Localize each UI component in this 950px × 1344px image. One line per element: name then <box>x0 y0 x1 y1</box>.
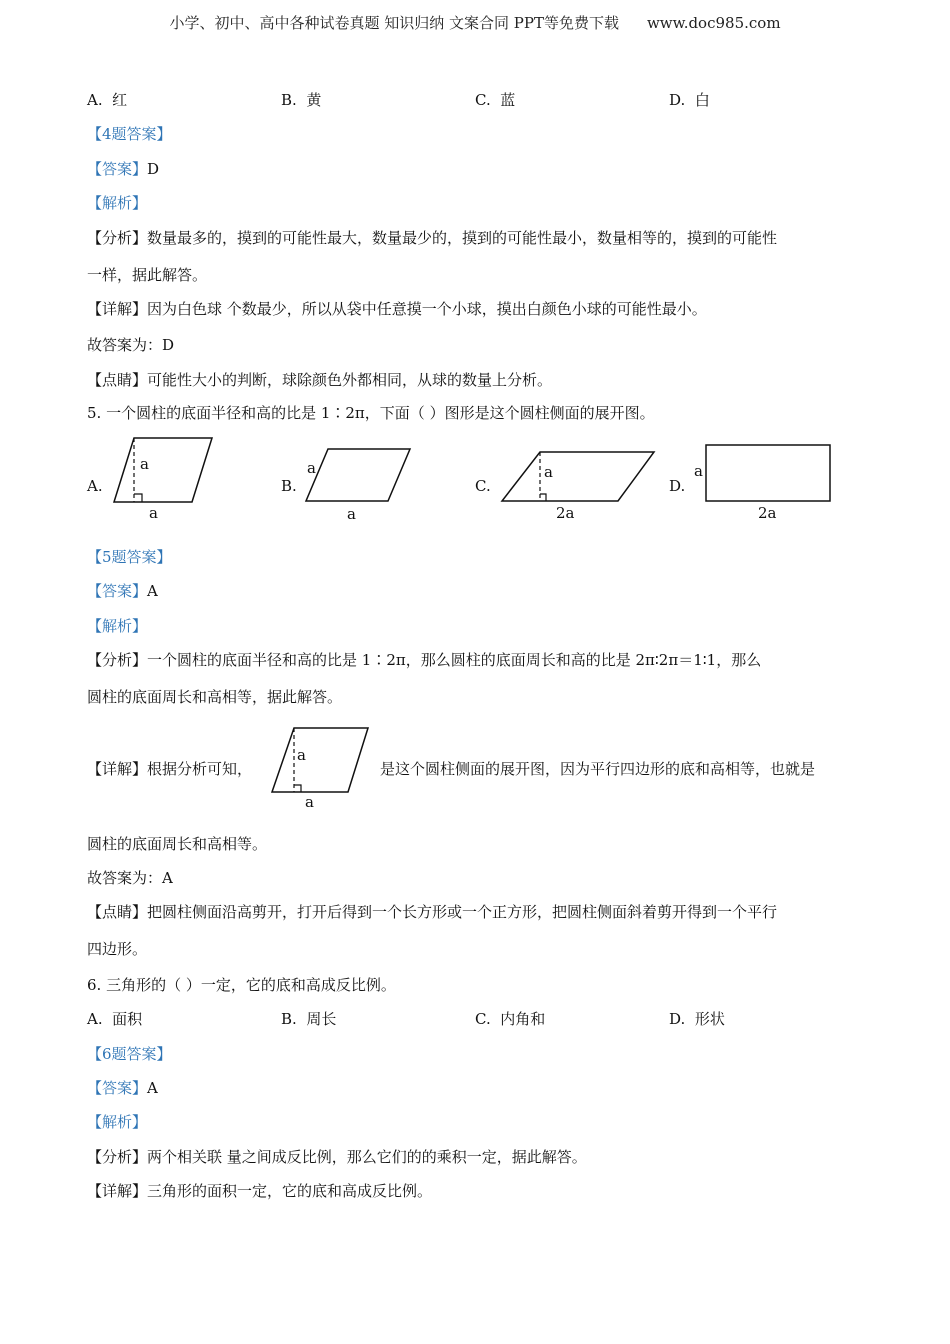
q6-fenxi: 【分析】两个相关联 量之间成反比例，那么它们的的乘积一定，据此解答。 <box>87 1148 587 1166</box>
q5-option-c-key: C. <box>475 477 491 495</box>
q6-analysis-tag: 【解析】 <box>87 1113 148 1131</box>
q5-option-d-base-label: 2a <box>758 504 777 522</box>
q4-option-c: C. 蓝 <box>475 91 516 109</box>
q4-option-a: A. 红 <box>87 91 128 109</box>
q4-analysis-tag: 【解析】 <box>87 194 148 212</box>
q4-fenxi: 【分析】数量最多的，摸到的可能性最大，数量最少的，摸到的可能性最小，数量相等的，摸到的可能性 <box>87 229 778 247</box>
q5-fenxi-cont: 圆柱的底面周长和高相等，据此解答。 <box>87 688 343 706</box>
q4-final: 故答案为：D <box>87 336 175 354</box>
q5-xiangjie-post: 是这个圆柱侧面的展开图，因为平行四边形的底和高相等，也就是 <box>380 760 816 778</box>
q4-fenxi-cont: 一样，据此解答。 <box>87 266 208 284</box>
q4-answer: 【答案】D <box>87 160 160 178</box>
q4-dianjing: 【点睛】可能性大小的判断，球除颜色外都相同，从球的数量上分析。 <box>87 371 553 389</box>
q5-option-b-height-label: a <box>307 459 316 477</box>
q4-option-d: D. 白 <box>669 91 710 109</box>
q5-option-a-figure <box>104 436 218 522</box>
q5-stem: 5. 一个圆柱的底面半径和高的比是 1∶2π，下面（ ）图形是这个圆柱侧面的展开图。 <box>87 404 655 422</box>
q6-xiangjie: 【详解】三角形的面积一定，它的底和高成反比例。 <box>87 1182 433 1200</box>
q5-fenxi: 【分析】一个圆柱的底面半径和高的比是 1∶2π，那么圆柱的底面周长和高的比是 2π∶2π＝1∶1，那么 <box>87 651 762 669</box>
q6-answer-tag: 【6题答案】 <box>87 1045 172 1063</box>
q5-option-b-key: B. <box>281 477 297 495</box>
q5-option-a-key: A. <box>87 477 103 495</box>
q5-option-c-figure <box>498 448 660 524</box>
q6-option-b: B. 周长 <box>281 1010 337 1028</box>
q5-xiangjie-base-label: a <box>305 793 314 811</box>
q5-option-b-base-label: a <box>347 505 356 523</box>
page-header <box>0 12 950 33</box>
q6-option-a: A. 面积 <box>87 1010 143 1028</box>
q5-answer: 【答案】A <box>87 582 158 600</box>
q5-option-a-base-label: a <box>149 504 158 522</box>
header-title: 小学、初中、高中各种试卷真题 知识归纳 文案合同 PPT等免费下载 <box>169 14 619 32</box>
q5-option-a-height-label: a <box>140 455 149 473</box>
q4-xiangjie: 【详解】因为白色球 个数最少，所以从袋中任意摸一个小球，摸出白颜色小球的可能性最小。 <box>87 300 707 318</box>
q5-analysis-tag: 【解析】 <box>87 617 148 635</box>
q5-xiangjie-cont: 圆柱的底面周长和高相等。 <box>87 835 268 853</box>
q5-final: 故答案为：A <box>87 869 173 887</box>
q5-option-c-base-label: 2a <box>556 504 575 522</box>
q6-option-c: C. 内角和 <box>475 1010 546 1028</box>
q5-option-b-figure <box>300 443 416 523</box>
q6-option-d: D. 形状 <box>669 1010 725 1028</box>
q5-option-c-height-label: a <box>544 463 553 481</box>
q5-dianjing: 【点睛】把圆柱侧面沿高剪开，打开后得到一个长方形或一个正方形，把圆柱侧面斜着剪开得到一个平行 <box>87 903 778 921</box>
q5-xiangjie-figure <box>268 725 374 811</box>
q5-option-d-figure <box>690 440 836 524</box>
q5-answer-tag: 【5题答案】 <box>87 548 172 566</box>
q5-option-d-key: D. <box>669 477 686 495</box>
q6-answer: 【答案】A <box>87 1079 158 1097</box>
q6-stem: 6. 三角形的（ ）一定，它的底和高成反比例。 <box>87 976 396 994</box>
q5-xiangjie-height-label: a <box>297 746 306 764</box>
q4-option-b: B. 黄 <box>281 91 322 109</box>
header-site: www.doc985.com <box>646 14 781 32</box>
q5-xiangjie-pre: 【详解】根据分析可知， <box>87 760 253 778</box>
q5-dianjing-cont: 四边形。 <box>87 940 148 958</box>
q4-answer-tag: 【4题答案】 <box>87 125 172 143</box>
q5-option-d-height-label: a <box>694 462 703 480</box>
